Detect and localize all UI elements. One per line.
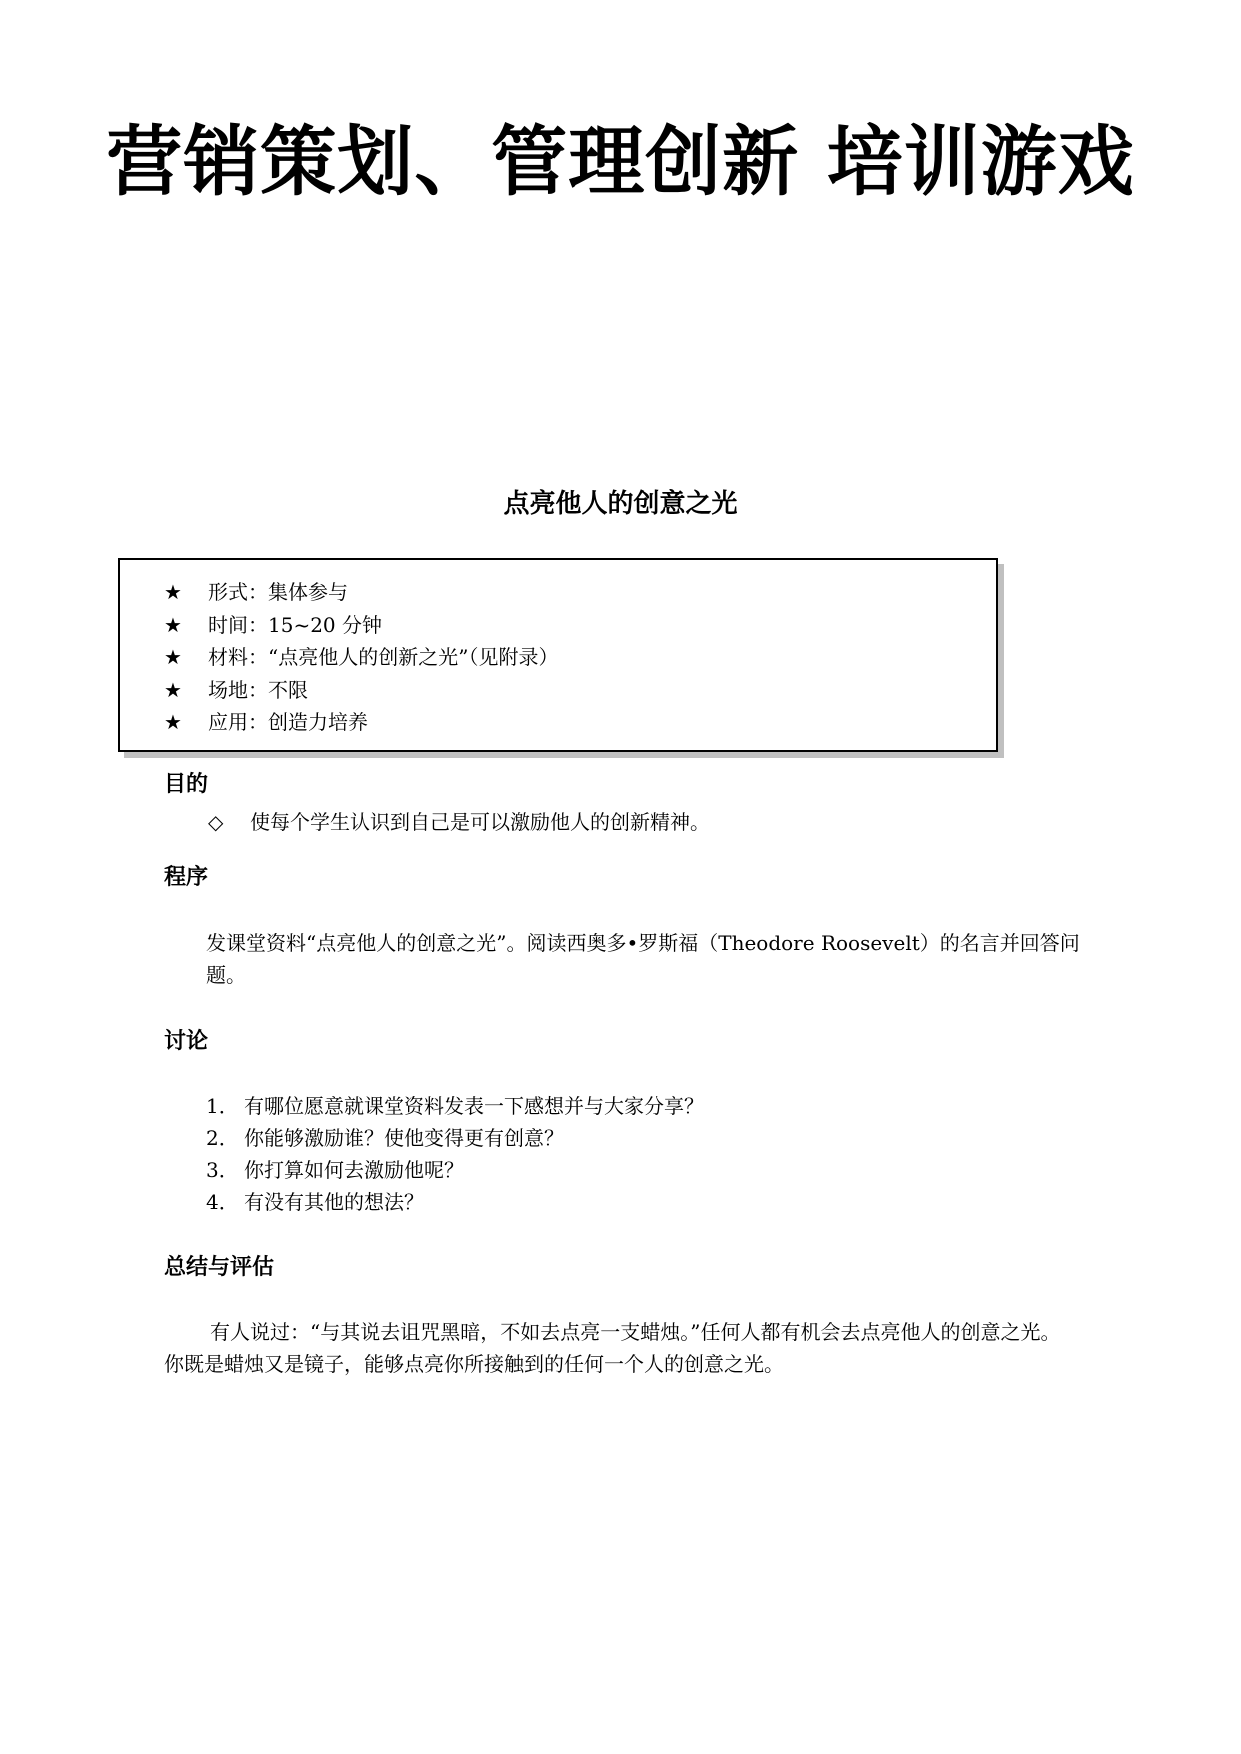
star-icon: ★ (164, 580, 182, 604)
list-item (206, 1154, 464, 1186)
procedure-text-line-2: 题。 (206, 963, 246, 987)
summary-heading: 总结与评估 (164, 1255, 275, 1280)
list-item-number: 2． (206, 1126, 239, 1150)
star-icon: ★ (164, 645, 182, 669)
procedure-text-line-1: 发课堂资料“点亮他人的创意之光”。阅读西奥多•罗斯福（Theodore Roosevelt）的名言并回答问 (206, 931, 1080, 955)
summary-text-line-1: 有人说过：“与其说去诅咒黑暗，不如去点亮一支蜡烛。”任何人都有机会去点亮他人的创意之光。 (210, 1320, 1061, 1344)
info-item (120, 576, 996, 609)
list-item-text: 有哪位愿意就课堂资料发表一下感想并与大家分享？ (244, 1094, 704, 1118)
list-item-number: 1． (206, 1094, 239, 1118)
info-box (118, 558, 998, 752)
diamond-outline-icon: ◇ (208, 810, 224, 834)
star-icon: ★ (164, 612, 182, 637)
info-item-text: 时间：15~20 分钟 (208, 612, 383, 637)
list-item-text: 你能够激励谁？使他变得更有创意？ (244, 1126, 564, 1150)
list-item (206, 1186, 424, 1218)
list-item-number: 4． (206, 1190, 239, 1214)
list-item-number: 3． (206, 1158, 239, 1182)
info-item-text: 应用：创造力培养 (208, 710, 368, 734)
info-item (120, 674, 996, 707)
info-item-text: 形式：集体参与 (208, 580, 348, 604)
info-item (120, 609, 996, 642)
list-item (206, 1090, 704, 1122)
summary-text-line-2: 你既是蜡烛又是镜子，能够点亮你所接触到的任何一个人的创意之光。 (164, 1352, 784, 1376)
purpose-text: 使每个学生认识到自己是可以激励他人的创新精神。 (250, 810, 710, 834)
procedure-heading: 程序 (164, 865, 209, 890)
info-item-text: 场地：不限 (208, 677, 308, 702)
info-item (120, 641, 996, 674)
discussion-heading: 讨论 (164, 1029, 209, 1054)
list-item-text: 有没有其他的想法？ (244, 1190, 424, 1214)
list-item (206, 1122, 564, 1154)
star-icon: ★ (164, 677, 182, 702)
main-title: 营销策划、管理创新 培训游戏 (106, 117, 1135, 206)
game-title: 点亮他人的创意之光 (503, 489, 738, 519)
info-item-text: 材料：“点亮他人的创新之光”（见附录） (208, 645, 559, 669)
list-item-text: 你打算如何去激励他呢？ (244, 1158, 464, 1182)
star-icon: ★ (164, 710, 182, 734)
info-item (120, 706, 996, 739)
purpose-heading: 目的 (164, 772, 209, 797)
